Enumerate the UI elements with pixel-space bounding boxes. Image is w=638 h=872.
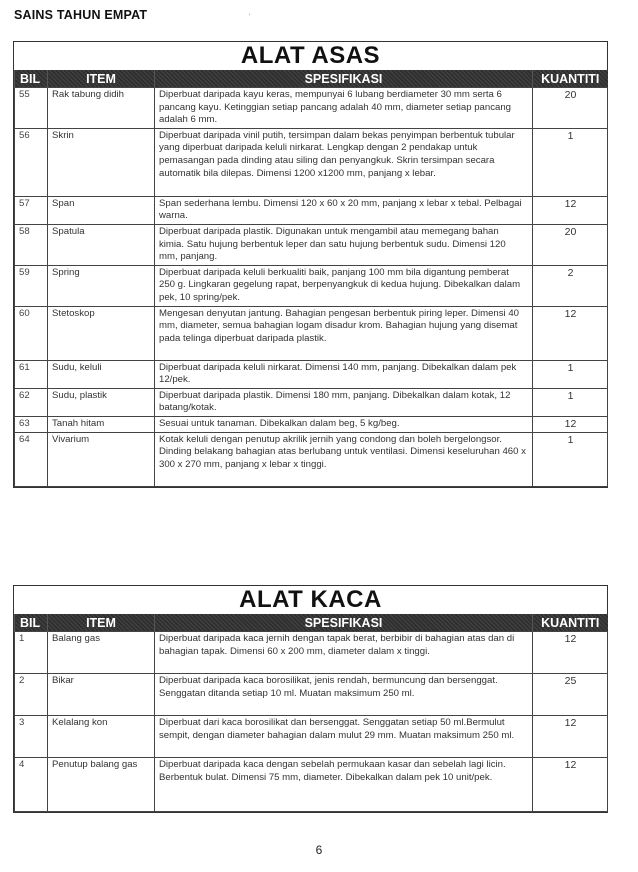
row-number: 60 xyxy=(15,306,48,360)
row-quantity: 12 xyxy=(533,416,608,432)
row-spec: Kotak keluli dengan penutup akrilik jernih yang condong dan boleh bergelongsor. Dinding belakang bahagian atas berlubang untuk ventilasi. Dimensi keseluruhan 460 x 300 x 270 mm, panjang x lebar x tinggi. xyxy=(155,432,533,486)
row-number: 59 xyxy=(15,265,48,306)
row-quantity: 12 xyxy=(533,716,608,758)
column-header-bil: BIL xyxy=(15,70,48,88)
alat-asas-title: ALAT ASAS xyxy=(240,42,381,69)
row-item: Sudu, keluli xyxy=(48,360,155,388)
row-quantity: 1 xyxy=(533,128,608,196)
row-item: Span xyxy=(48,196,155,224)
row-quantity: 12 xyxy=(533,632,608,674)
table-row xyxy=(15,360,608,388)
row-quantity: 20 xyxy=(533,88,608,129)
alat-kaca-table xyxy=(14,614,608,812)
alat-kaca-section xyxy=(13,585,608,813)
row-number: 58 xyxy=(15,224,48,265)
row-spec: Diperbuat daripada kaca borosilikat, jenis rendah, bermuncung dan bersenggat. Senggatan ditanda setiap 10 ml. Muatan maksimum 250 ml. xyxy=(155,674,533,716)
row-number: 4 xyxy=(15,758,48,812)
row-item: Penutup balang gas xyxy=(48,758,155,812)
row-quantity: 20 xyxy=(533,224,608,265)
row-item: Balang gas xyxy=(48,632,155,674)
table-row xyxy=(15,196,608,224)
table-row xyxy=(15,632,608,674)
alat-kaca-title: ALAT KACA xyxy=(239,586,382,613)
table-header-row xyxy=(15,614,608,632)
row-spec: Diperbuat daripada kayu keras, mempunyai 6 lubang berdiameter 30 mm serta 6 pancang kayu. Ketinggian setiap pancang adalah 40 mm, diameter setiap pancang adalah 6 mm. xyxy=(155,88,533,129)
row-number: 2 xyxy=(15,674,48,716)
table-row xyxy=(15,88,608,129)
row-spec: Diperbuat daripada kaca jernih dengan tapak berat, berbibir di bahagian atas dan di bahagian tapak. Dimensi 60 x 200 mm, diameter dalam x tinggi. xyxy=(155,632,533,674)
table-row xyxy=(15,432,608,486)
alat-asas-section xyxy=(13,41,608,488)
row-quantity: 1 xyxy=(533,388,608,416)
row-number: 1 xyxy=(15,632,48,674)
table-row xyxy=(15,265,608,306)
row-spec: Sesuai untuk tanaman. Dibekalkan dalam beg, 5 kg/beg. xyxy=(155,416,533,432)
table-header-row xyxy=(15,70,608,88)
row-spec: Diperbuat daripada kaca dengan sebelah permukaan kasar dan sebelah lagi licin. Berbentuk bulat. Dimensi 75 mm, diameter. Dibekalkan dalam pek 10 unit/pek. xyxy=(155,758,533,812)
row-quantity: 1 xyxy=(533,432,608,486)
column-header-qty: KUANTITI xyxy=(533,614,608,632)
row-spec: Diperbuat daripada plastik. Dimensi 180 mm, panjang. Dibekalkan dalam kotak, 12 batang/kotak. xyxy=(155,388,533,416)
row-number: 56 xyxy=(15,128,48,196)
row-spec: Span sederhana lembu. Dimensi 120 x 60 x 20 mm, panjang x lebar x tebal. Pelbagai warna. xyxy=(155,196,533,224)
row-spec: Mengesan denyutan jantung. Bahagian pengesan berbentuk piring leper. Dimensi 40 mm, diameter, semua bahagian logam disadur krom. Bahagian hujung yang disemat pada telinga diperbuat daripada plastik. xyxy=(155,306,533,360)
row-quantity: 12 xyxy=(533,196,608,224)
row-item: Spring xyxy=(48,265,155,306)
row-quantity: 25 xyxy=(533,674,608,716)
row-number: 61 xyxy=(15,360,48,388)
row-item: Kelalang kon xyxy=(48,716,155,758)
row-quantity: 12 xyxy=(533,306,608,360)
row-item: Vivarium xyxy=(48,432,155,486)
alat-asas-table xyxy=(14,70,608,487)
row-item: Rak tabung didih xyxy=(48,88,155,129)
row-item: Sudu, plastik xyxy=(48,388,155,416)
table-row xyxy=(15,306,608,360)
table-row xyxy=(15,716,608,758)
table-row xyxy=(15,224,608,265)
row-spec: Diperbuat daripada vinil putih, tersimpan dalam bekas penyimpan berbentuk tubular yang diperbuat daripada keluli nirkarat. Lengkap dengan 2 pendakap untuk pemasangan pada dinding atau siling dan penyangkuk. Skrin tersimpan secara automatik bila dilepas. Dimensi 1200 x1200 mm, panjang x lebar. xyxy=(155,128,533,196)
row-item: Skrin xyxy=(48,128,155,196)
column-header-qty: KUANTITI xyxy=(533,70,608,88)
row-item: Tanah hitam xyxy=(48,416,155,432)
column-header-spec: SPESIFIKASI xyxy=(155,70,533,88)
column-header-bil: BIL xyxy=(15,614,48,632)
scan-mark: ‘ xyxy=(249,14,251,20)
row-number: 64 xyxy=(15,432,48,486)
row-spec: Diperbuat daripada plastik. Digunakan untuk mengambil atau memegang bahan kimia. Satu hujung berbentuk leper dan satu hujung berbentuk sudu. Dimensi 120 mm, panjang. xyxy=(155,224,533,265)
row-item: Stetoskop xyxy=(48,306,155,360)
row-number: 62 xyxy=(15,388,48,416)
page-header-title: SAINS TAHUN EMPAT xyxy=(14,8,148,22)
row-item: Bikar xyxy=(48,674,155,716)
table-row xyxy=(15,416,608,432)
table-row xyxy=(15,758,608,812)
table-row xyxy=(15,128,608,196)
page-number: 6 xyxy=(315,843,323,857)
row-spec: Diperbuat daripada keluli nirkarat. Dimensi 140 mm, panjang. Dibekalkan dalam pek 12/pek. xyxy=(155,360,533,388)
row-number: 3 xyxy=(15,716,48,758)
column-header-item: ITEM xyxy=(48,70,155,88)
row-number: 63 xyxy=(15,416,48,432)
table-row xyxy=(15,388,608,416)
row-spec: Diperbuat dari kaca borosilikat dan bersenggat. Senggatan setiap 50 ml.Bermulut sempit, dengan diameter bahagian dalam mulut 29 mm. Muatan maksimum 250 ml. xyxy=(155,716,533,758)
row-item: Spatula xyxy=(48,224,155,265)
column-header-spec: SPESIFIKASI xyxy=(155,614,533,632)
row-quantity: 2 xyxy=(533,265,608,306)
row-number: 55 xyxy=(15,88,48,129)
table-row xyxy=(15,674,608,716)
row-quantity: 1 xyxy=(533,360,608,388)
row-spec: Diperbuat daripada keluli berkualiti baik, panjang 100 mm bila digantung pemberat 250 g. Lingkaran gegelung rapat, berpenyangkuk di kedua hujung. Dibekalkan dalam pek, 10 spring/pek. xyxy=(155,265,533,306)
column-header-item: ITEM xyxy=(48,614,155,632)
row-quantity: 12 xyxy=(533,758,608,812)
row-number: 57 xyxy=(15,196,48,224)
